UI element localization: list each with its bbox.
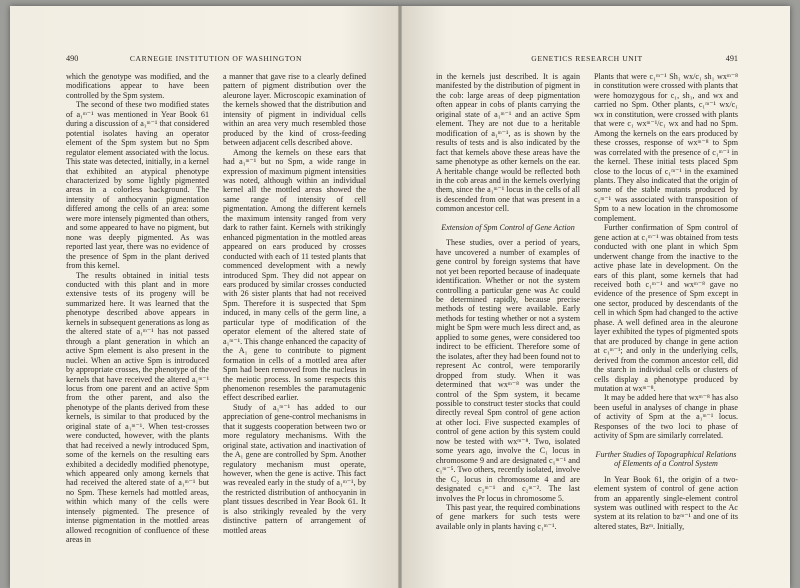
paragraph: Among the kernels on these ears that had a₁ᵐ⁻¹ but no Spm, a wide range in expression of maximum pigment intensities was noted, although within an individual kernel all the mottled areas showed the same range of intensity of cell pigmentation. Among the different kernels the maximum intensity ranged from very dark to rather faint. Kernels with strikingly enhanced pigmentation in the mottled areas appeared on ears produced by crosses conducted with each of 11 tested plants that commenced development with a newly introduced Spm. They did not appear on ears produced by similar crosses conducted with 26 sister plants that had not received Spm. Therefore it is suspected that Spm induced, in many cells of the germ line, a particular type of modification of the operator element of the altered state of a₁ᵐ⁻¹. This change enhanced the capacity of the A₁ gene to contribute to pigment formation in cells of a mottled area after Spm had been removed from the nucleus in the meiotic process. In some respects this phenomenon resembles the paramutagenic effect described earlier. <box>223 147 366 403</box>
right-running-header <box>436 54 738 64</box>
right-running-head: GENETICS RESEARCH UNIT <box>531 54 643 63</box>
right-page-number: 491 <box>725 54 738 63</box>
left-columns <box>66 72 366 578</box>
paragraph: It may be added here that wxᵐ⁻⁸ has also been useful in analyses of change in phase of activity of Spm at the a₁ᵐ⁻¹ locus. Responses of the two loci to phase of activity of Spm are similarly correlated. <box>594 393 738 441</box>
book-spread <box>10 6 790 588</box>
paragraph: which the genotype was modified, and the modifications appear to have been controlled by the Spm system. <box>66 72 209 100</box>
paragraph: In Year Book 61, the origin of a two-element system of control of gene action from an apparently single-element control system was outlined with respect to the Ac system at its relation to bzᵐ⁻¹ and one of its altered states, Bzᵐ. Initially, <box>594 474 738 531</box>
left-page <box>10 6 400 588</box>
paragraph: The second of these two modified states of a₁ᵐ⁻¹ was mentioned in Year Book 61 during a discussion of a₁ᵐ⁻¹ that considered potential isolates having an operator element of the Spm system but no Spm regulator element associated with the locus. This state was detected, initially, in a kernel that exhibited an atypical phenotype characterized by some lightly pigmented areas in a colorless background. The intensity of anthocyanin pigmentation differed among the cells of an area: some were more intensely pigmented than others, and some appeared to have no pigment, but none was deeply pigmented. As was reported last year, there was no evidence of the presence of Spm in the plant derived from this kernel. <box>66 100 209 271</box>
left-column-2 <box>223 72 366 578</box>
left-column-1 <box>66 72 209 578</box>
paragraph: a manner that gave rise to a clearly defined pattern of pigment distribution over the aleurone layer. Microscopic examination of the kernels showed that the distribution and intensity of pigment in individual cells within an area very much resembled those produced by the kind of cross-feeding between adjacent cells described above. <box>223 72 366 148</box>
section-heading: Further Studies of Topographical Relations of Elements of a Control System <box>595 449 737 469</box>
paragraph: The results obtained in initial tests conducted with this plant and in more extensive tests of its progeny will be summarized here. It was learned that the phenotype described above appears in kernels in subsequent generations as long as the altered state of a₁ᵐ⁻¹ has not passed through a plant generation in which an active Spm element is also present in the nuclei. When an active Spm is introduced by appropriate crosses, the phenotype of the kernels that have received the altered a₁ᵐ⁻¹ locus from one parent and an active Spm from the other parent, and also the phenotype of the plants derived from these kernels, is similar to that produced by the original state of a₁ᵐ⁻¹. When test-crosses were conducted, however, with the plants that had received a newly introduced Spm, some of the kernels on the resulting ears exhibited a decidedly modified phenotype, which appeared only among kernels that had received the altered state of a₁ᵐ⁻¹ but no Spm. These kernels had mottled areas, within which many of the cells were intensely pigmented. The presence of intense pigmentation in the mottled areas allowed recognition of confluence of these areas in <box>66 270 209 545</box>
paragraph: These studies, over a period of years, have uncovered a number of examples of gene control by foreign systems that have not yet been reported because of inadequate identification. Whether or not the system controlling a particular gene was Ac could be determined rapidly, because precise methods of testing were available. Early methods for testing whether or not a system might be Spm were much less direct and, as applied to some genes, were considered too indirect to be efficient. Therefore some of the isolates, after they had been found not to represent Ac control, were temporarily dropped from study. When it was determined that wxᵐ⁻⁸ was under the control of the Spm system, it became possible to construct tester stocks that could directly reveal Spm control of gene action at other loci. Five suspected examples of control of gene action by this system could now be tested with wxᵐ⁻⁸. Two, isolated some years ago, involve the C₁ locus in chromosome 9 and are designated c₁ᵐ⁻¹ and c₁ᵐ⁻⁵. Two others, recently isolated, involve the C₂ locus in chromosome 4 and are designated c₂ᵐ⁻¹ and c₂ᵐ⁻². The last involves the Pr locus in chromosome 5. <box>436 238 580 503</box>
right-page <box>400 6 790 588</box>
paragraph: Further confirmation of Spm control of gene action at c₁ᵐ⁻¹ was obtained from tests conducted with one plant in which Spm underwent change from the inactive to the active phase late in development. On the ears of this plant, some kernels that had received both c₁ᵐ⁻¹ and wxᵐ⁻⁸ gave no evidence of the presence of Spm except in one sector, produced by descendants of the cell in which Spm had changed to the active phase. A well defined area in the aleurone layer exhibited the types of pigmented spots that are produced by change in gene action at c₁ᵐ⁻¹; and only in the underlying cells, derived from the common ancestor cell, did the starch in individual cells or clusters of cells display a phenotype produced by mutation at wxᵐ⁻⁸. <box>594 223 738 393</box>
paragraph: Plants that were c₁ᵐ⁻¹ Sh₁ wx/c₁ sh₁ wxᵐ⁻⁸ in constitution were crossed with plants that were homozygous for c₁, sh₁, and wx and carried no Spm. Other plants, c₁ᵐ⁻¹ wx/c₁ wx in constitution, were crossed with plants that were c₁ wxᵐ⁻¹/c₁ wx and had no Spm. Among the kernels on the ears produced by these crosses, response of wxᵐ⁻⁸ to Spm was correlated with the presence of c₁ᵐ⁻¹ in the kernel. These initial tests placed Spm close to the locus of c₁ᵐ⁻¹ in the examined plants. They also indicated that the origin of some of the stable mutants produced by c₁ᵐ⁻¹ was associated with transposition of Spm to a new location in the chromosome complement. <box>594 72 738 223</box>
paragraph: in the kernels just described. It is again manifested by the distribution of pigment in the cob: large areas of deep pigmentation often appear in cobs of plants carrying the original state of a₁ᵐ⁻¹ and an active Spm element. They are not due to a heritable modification of a₁ᵐ⁻¹, as is shown by the results of tests and is also indicated by the fact that kernels above these areas have the same phenotype as other kernels on the ear. A heritable change would be reflected both in the cob areas and in the kernels overlying them, since the a₁ᵐ⁻¹ locus in the cells of all is descended from one that was present in a common ancestor cell. <box>436 72 580 214</box>
right-columns <box>436 72 738 578</box>
left-running-head: CARNEGIE INSTITUTION OF WASHINGTON <box>129 54 303 63</box>
left-page-number: 490 <box>66 54 79 63</box>
section-heading: Extension of Spm Control of Gene Action <box>441 222 575 232</box>
paragraph: This past year, the required combinations of gene markers for such tests were available only in plants having c₁ᵐ⁻¹. <box>436 502 580 531</box>
right-column-2 <box>594 72 738 578</box>
book-gutter <box>398 6 402 588</box>
paragraph: Study of a₁ᵐ⁻¹ has added to our appreciation of gene-control mechanisms in that it suggests cooperation between two or more regulatory mechanisms. With the original state, activation and inactivation of the A₁ gene are controlled by Spm. Another regulatory mechanism must operate, however, when the gene is active. This fact was revealed early in the study of a₁ᵐ⁻¹, by the restricted distribution of anthocyanin in plant tissues described in Year Book 61. It is also strikingly revealed by the very distinctive pattern of arrangement of mottled areas <box>223 402 366 535</box>
left-running-header <box>66 54 366 64</box>
right-column-1 <box>436 72 580 578</box>
